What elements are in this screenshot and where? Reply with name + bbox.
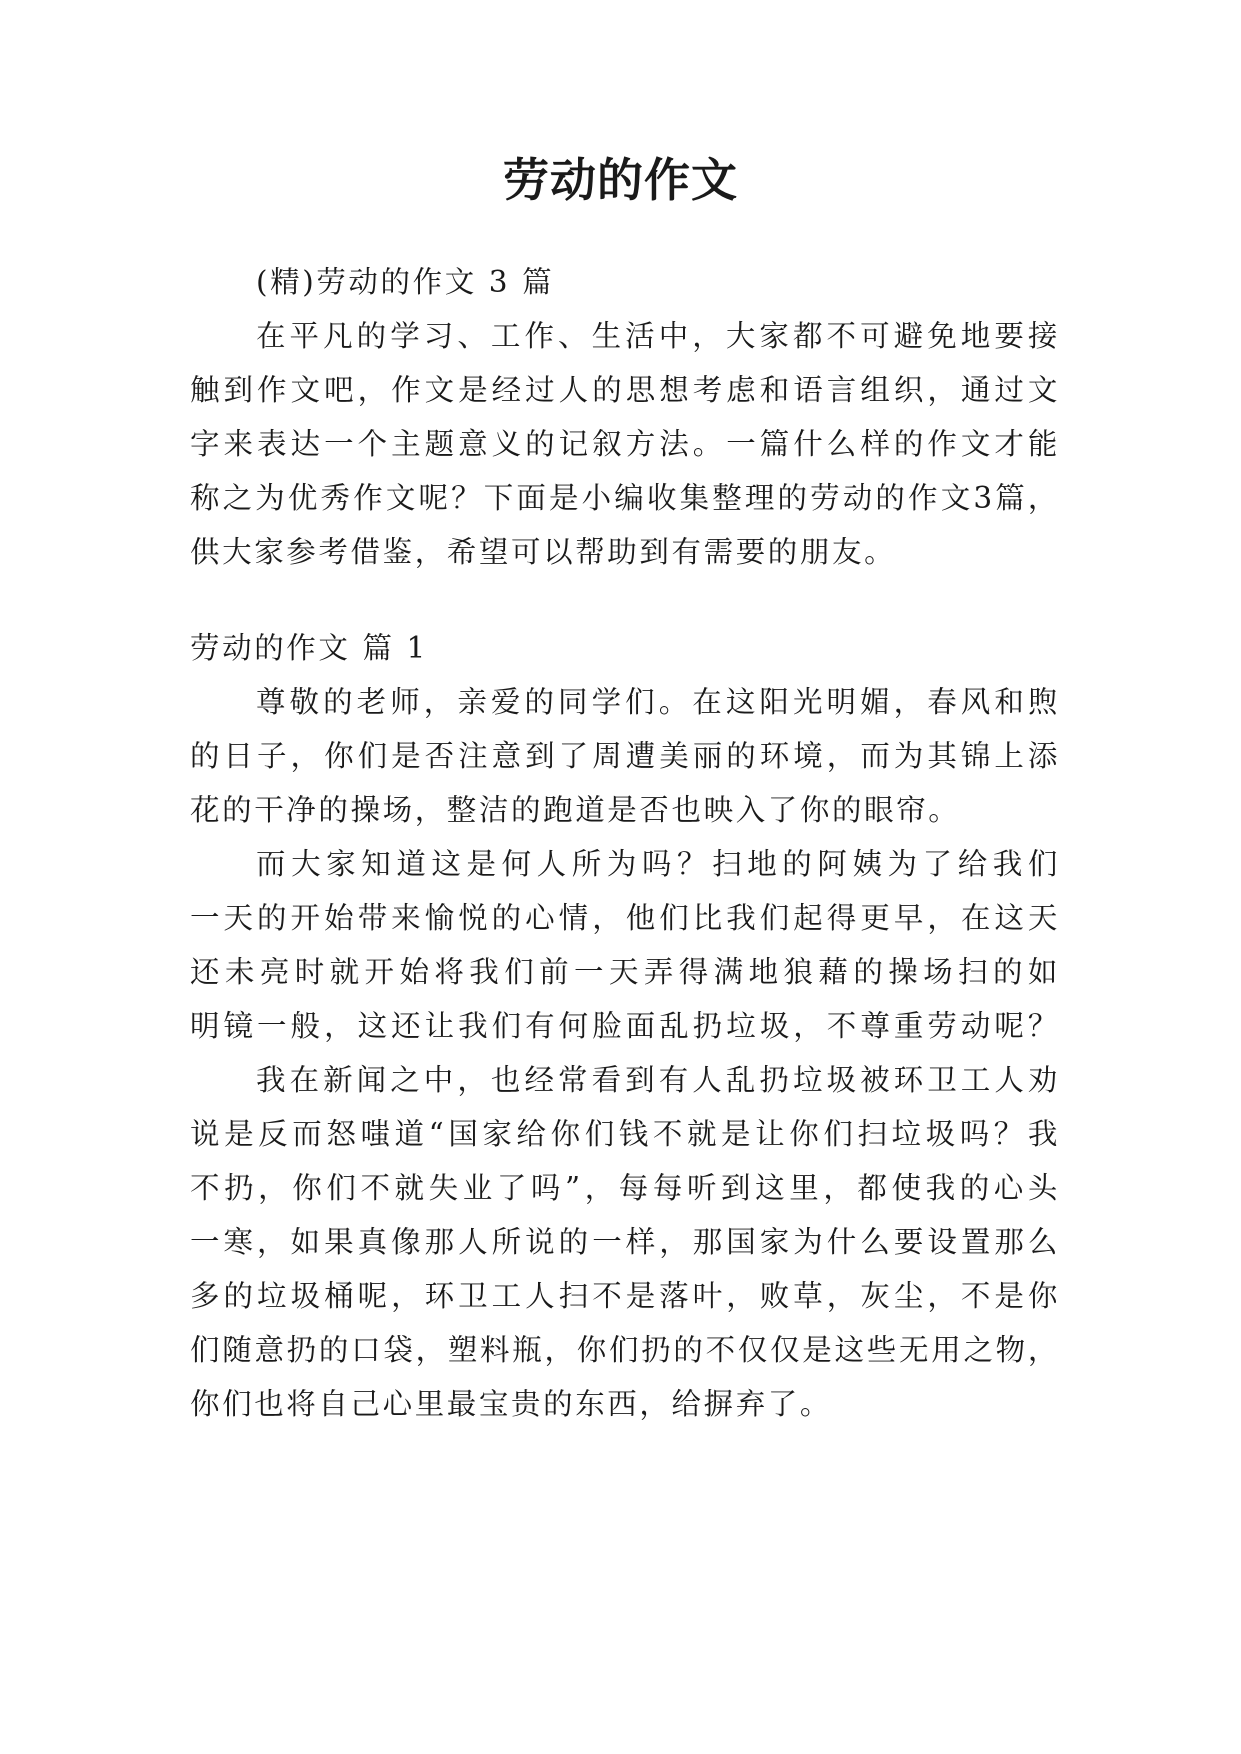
paragraph-3-line-3: 不扔，你们不就失业了吗”，每每听到这里，都使我的心头	[190, 1171, 1060, 1205]
paragraph-1-line-3: 花的干净的操场，整洁的跑道是否也映入了你的眼帘。	[190, 793, 961, 827]
paragraph-3-line-2: 说是反而怒嗤道“国家给你们钱不就是让你们扫垃圾吗？我	[190, 1117, 1060, 1151]
document-title: 劳动的作文	[503, 153, 738, 207]
intro-line-3: 字来表达一个主题意义的记叙方法。一篇什么样的作文才能	[190, 427, 1060, 461]
section-heading: 劳动的作文 篇 1	[190, 631, 428, 665]
paragraph-3-line-6: 们随意扔的口袋，塑料瓶，你们扔的不仅仅是这些无用之物，	[190, 1333, 1060, 1367]
intro-line-2: 触到作文吧，作文是经过人的思想考虑和语言组织，通过文	[190, 373, 1060, 407]
paragraph-3-line-1: 我在新闻之中，也经常看到有人乱扔垃圾被环卫工人劝	[256, 1063, 1060, 1097]
paragraph-2-line-2: 一天的开始带来愉悦的心情，他们比我们起得更早，在这天	[190, 901, 1060, 935]
paragraph-3-line-7: 你们也将自己心里最宝贵的东西，给摒弃了。	[190, 1387, 833, 1421]
paragraph-2-line-3: 还未亮时就开始将我们前一天弄得满地狼藉的操场扫的如	[190, 955, 1060, 989]
paragraph-3-line-4: 一寒，如果真像那人所说的一样，那国家为什么要设置那么	[190, 1225, 1060, 1259]
paragraph-3-line-5: 多的垃圾桶呢，环卫工人扫不是落叶，败草，灰尘，不是你	[190, 1279, 1060, 1313]
intro-subtitle: (精)劳动的作文 3 篇	[256, 265, 555, 299]
intro-line-1: 在平凡的学习、工作、生活中，大家都不可避免地要接	[256, 319, 1060, 353]
paragraph-1-line-1: 尊敬的老师，亲爱的同学们。在这阳光明媚，春风和煦	[256, 685, 1060, 719]
intro-line-5: 供大家参考借鉴，希望可以帮助到有需要的朋友。	[190, 535, 897, 569]
paragraph-2-line-1: 而大家知道这是何人所为吗？扫地的阿姨为了给我们	[256, 847, 1060, 881]
paragraph-2-line-4: 明镜一般，这还让我们有何脸面乱扔垃圾，不尊重劳动呢？	[190, 1009, 1060, 1043]
paragraph-1-line-2: 的日子，你们是否注意到了周遭美丽的环境，而为其锦上添	[190, 739, 1060, 773]
intro-line-4: 称之为优秀作文呢？下面是小编收集整理的劳动的作文3篇，	[190, 481, 1060, 515]
